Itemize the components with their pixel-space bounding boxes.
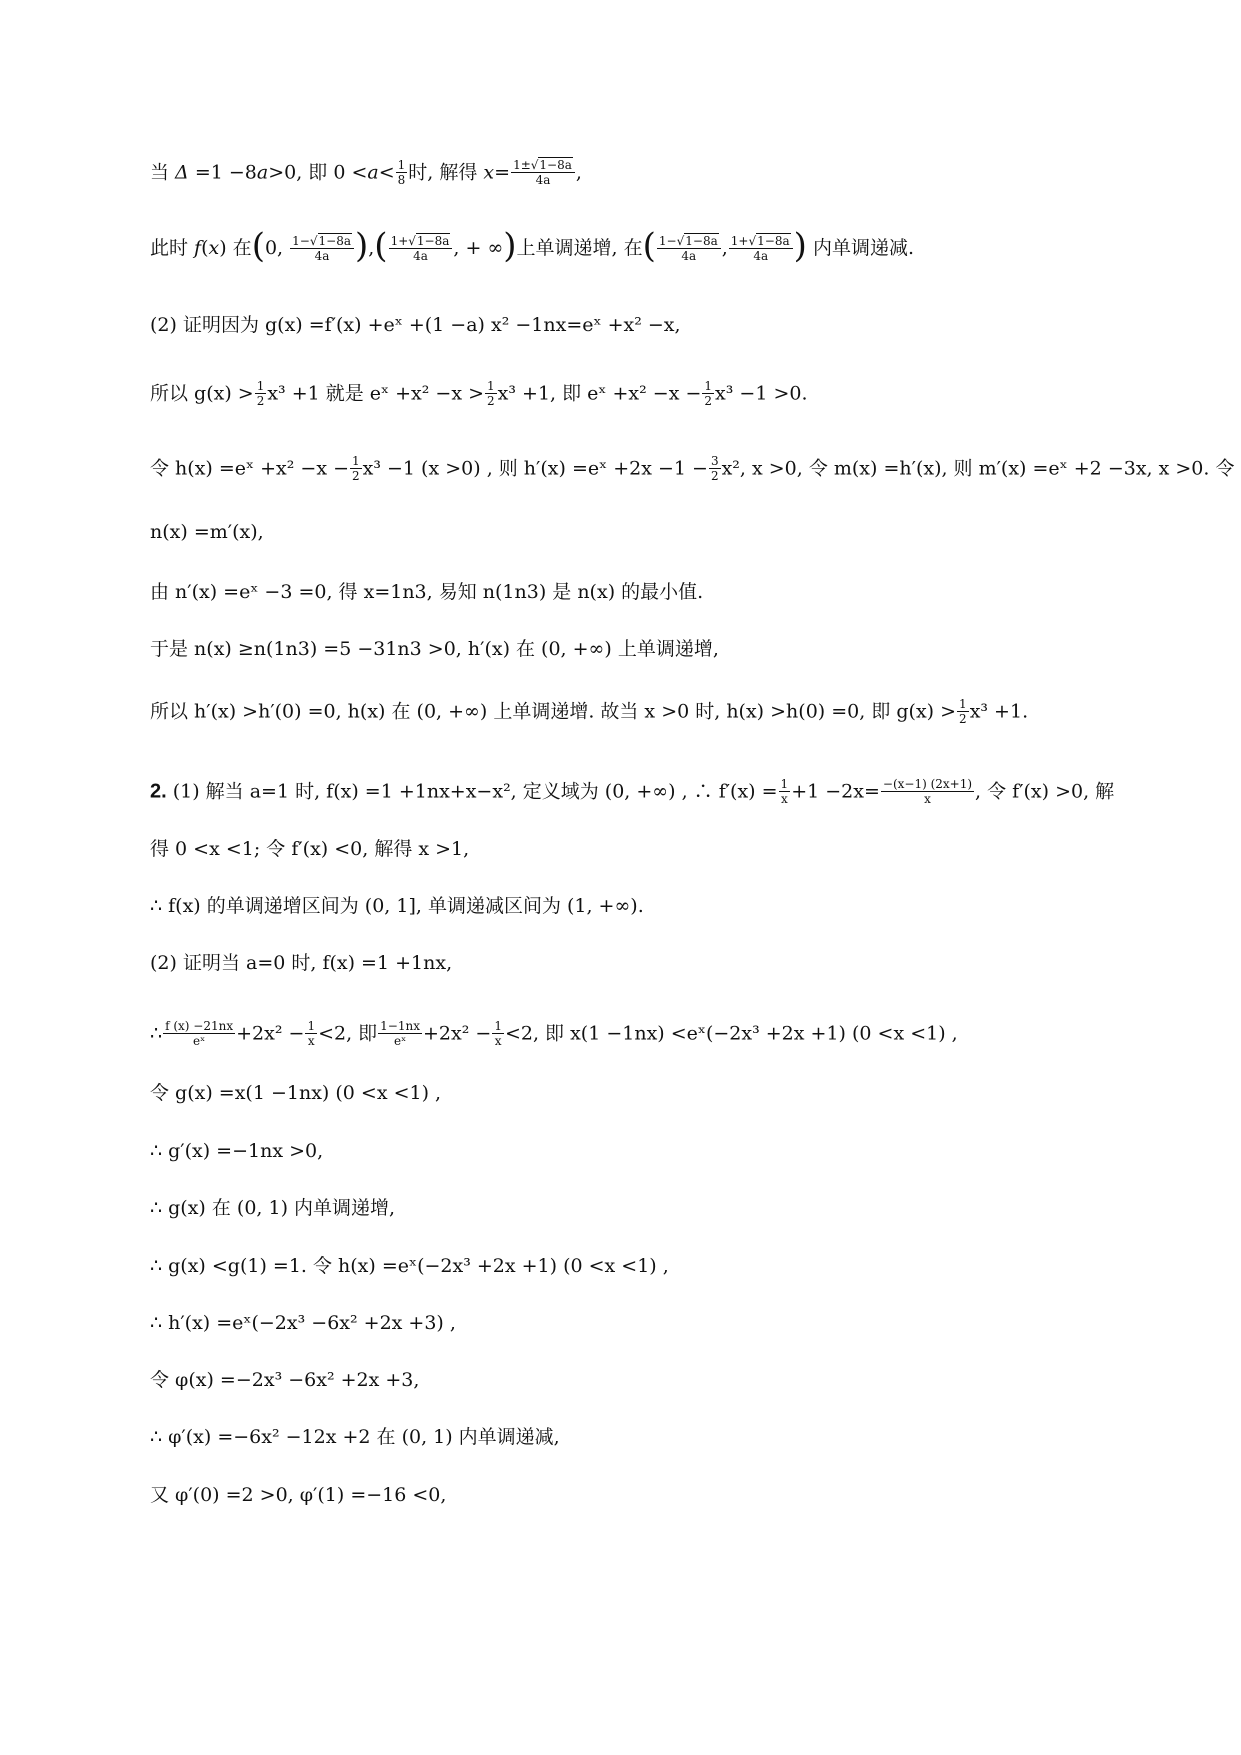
line-13: (2) 证明当 a=0 时, f(x) =1 +1nx, [150, 952, 453, 974]
right-paren-icon: ) [793, 226, 807, 266]
question-number: 2. [150, 780, 167, 803]
line-16: ∴ g′(x) =−1nx >0, [150, 1140, 324, 1162]
left-paren-icon: ( [251, 226, 265, 266]
fraction: $\frac{1}{2}$ [256, 379, 265, 408]
fraction: $\frac{1-√1-8a}{4a}$ [657, 235, 721, 262]
line-9: 所以 h′(x) >h′(0) =0, h(x) 在 (0, +∞) 上单调递增. 故当 x >0 时, h(x) >h(0) =0, 即 g(x) > $\frac{1}{2}$ x³ +1. [150, 697, 1029, 726]
fraction: $\frac{-(x-1) (2x+1)}{x}$ [882, 777, 973, 806]
line-1: 当 Δ =1 −8a>0, 即 0 <a< $\frac{1}{8}$ 时, 解得 x= $\frac{1\pm√1-8a}{4a}$ , [150, 158, 582, 187]
sqrt-icon: √1−8a [676, 233, 718, 248]
line-14: ∴ $\frac{f (x) -21nx}{\text{eˣ}}$ +2x² − $\frac{1}{x}$ <2, 即 $\frac{1-1nx}{\text{eˣ}}$ +2x² − $\frac{1}{x}$ <2, 即 x(1 −1nx) <eˣ(−2x³ +2x +1) (0 <x <1) , [150, 1019, 958, 1048]
fraction: $\frac{1+√1-8a}{4a}$ [729, 235, 793, 262]
line-2: 此时 f(x) 在(0, $\frac{1-√1-8a}{4a}$ ),( $\frac{1+√1-8a}{4a}$ , + ∞)上单调递增, 在( $\frac{1-√1-8a}{4a}$ , $\frac{1+√1-8a}{4a}$ ) 内单调递减. [150, 226, 914, 266]
fraction: $\frac{1-√1-8a}{4a}$ [290, 235, 354, 262]
line-7: 由 n′(x) =eˣ −3 =0, 得 x=1n3, 易知 n(1n3) 是 n(x) 的最小值. [150, 581, 704, 603]
line-12: ∴ f(x) 的单调递增区间为 (0, 1], 单调递减区间为 (1, +∞). [150, 895, 644, 917]
fraction: $\frac{3}{2}$ [710, 454, 719, 483]
line-15: 令 g(x) =x(1 −1nx) (0 <x <1) , [150, 1082, 442, 1104]
line-18: ∴ g(x) <g(1) =1. 令 h(x) =eˣ(−2x³ +2x +1) (0 <x <1) , [150, 1255, 669, 1277]
fraction: $\frac{1}{x}$ [780, 777, 789, 806]
left-paren-icon: ( [642, 226, 656, 266]
fraction: $\frac{1}{2}$ [487, 379, 495, 408]
sqrt-icon: √1−8a [408, 233, 450, 248]
fraction: $\frac{1}{2}$ [352, 454, 360, 483]
fraction: $\frac{1+√1-8a}{4a}$ [389, 235, 453, 262]
right-paren-icon: ) [354, 226, 369, 266]
fraction: $\frac{1-1nx}{\text{eˣ}}$ [380, 1019, 420, 1048]
line-20: 令 φ(x) =−2x³ −6x² +2x +3, [150, 1369, 420, 1391]
line-6: n(x) =m′(x), [150, 521, 264, 543]
line-19: ∴ h′(x) =eˣ(−2x³ −6x² +2x +3) , [150, 1312, 456, 1334]
line-22: 又 φ′(0) =2 >0, φ′(1) =−16 <0, [150, 1484, 447, 1506]
fraction: $\frac{1}{2}$ [704, 379, 713, 408]
line-3: (2) 证明因为 g(x) =f′(x) +eˣ +(1 −a) x² −1nx=eˣ +x² −x, [150, 314, 681, 336]
fraction: $\frac{1}{x}$ [307, 1019, 316, 1048]
line-21: ∴ φ′(x) =−6x² −12x +2 在 (0, 1) 内单调递减, [150, 1426, 560, 1448]
sqrt-icon: √1−8a [748, 233, 790, 248]
line-17: ∴ g(x) 在 (0, 1) 内单调递增, [150, 1197, 396, 1219]
left-paren-icon: ( [374, 226, 388, 266]
line-5: 令 h(x) =eˣ +x² −x − $\frac{1}{2}$ x³ −1 (x >0) , 则 h′(x) =eˣ +2x −1 − $\frac{3}{2}$ x², x >0, 令 m(x) =h′(x), 则 m′(x) =eˣ +2 −3x, x >0. 令 [150, 454, 1235, 483]
fraction: $\frac{f (x) -21nx}{\text{eˣ}}$ [165, 1019, 234, 1048]
fraction: $\frac{1}{8}$ [397, 158, 406, 187]
line-4: 所以 g(x) > $\frac{1}{2}$ x³ +1 就是 eˣ +x² −x > $\frac{1}{2}$ x³ +1, 即 eˣ +x² −x − $\frac{1}{2}$ x³ −1 >0. [150, 379, 808, 408]
fraction: $\frac{1}{x}$ [494, 1019, 502, 1048]
right-paren-icon: ) [503, 226, 517, 266]
line-8: 于是 n(x) ≥n(1n3) =5 −31n3 >0, h′(x) 在 (0, +∞) 上单调递增, [150, 638, 719, 660]
fraction: $\frac{1}{2}$ [959, 697, 967, 726]
line-11: 得 0 <x <1; 令 f′(x) <0, 解得 x >1, [150, 838, 470, 860]
fraction: $\frac{1\pm√1-8a}{4a}$ [511, 159, 575, 186]
sqrt-icon: √1−8a [309, 233, 351, 248]
sqrt-icon: √1−8a [530, 158, 572, 172]
line-10: 2. (1) 解当 a=1 时, f(x) =1 +1nx+x−x², 定义域为 (0, +∞) , ∴ f′(x) = $\frac{1}{x}$ +1 −2x= $\frac{-(x-1) (2x+1)}{x}$ , 令 f′(x) >0, 解 [150, 777, 1115, 806]
